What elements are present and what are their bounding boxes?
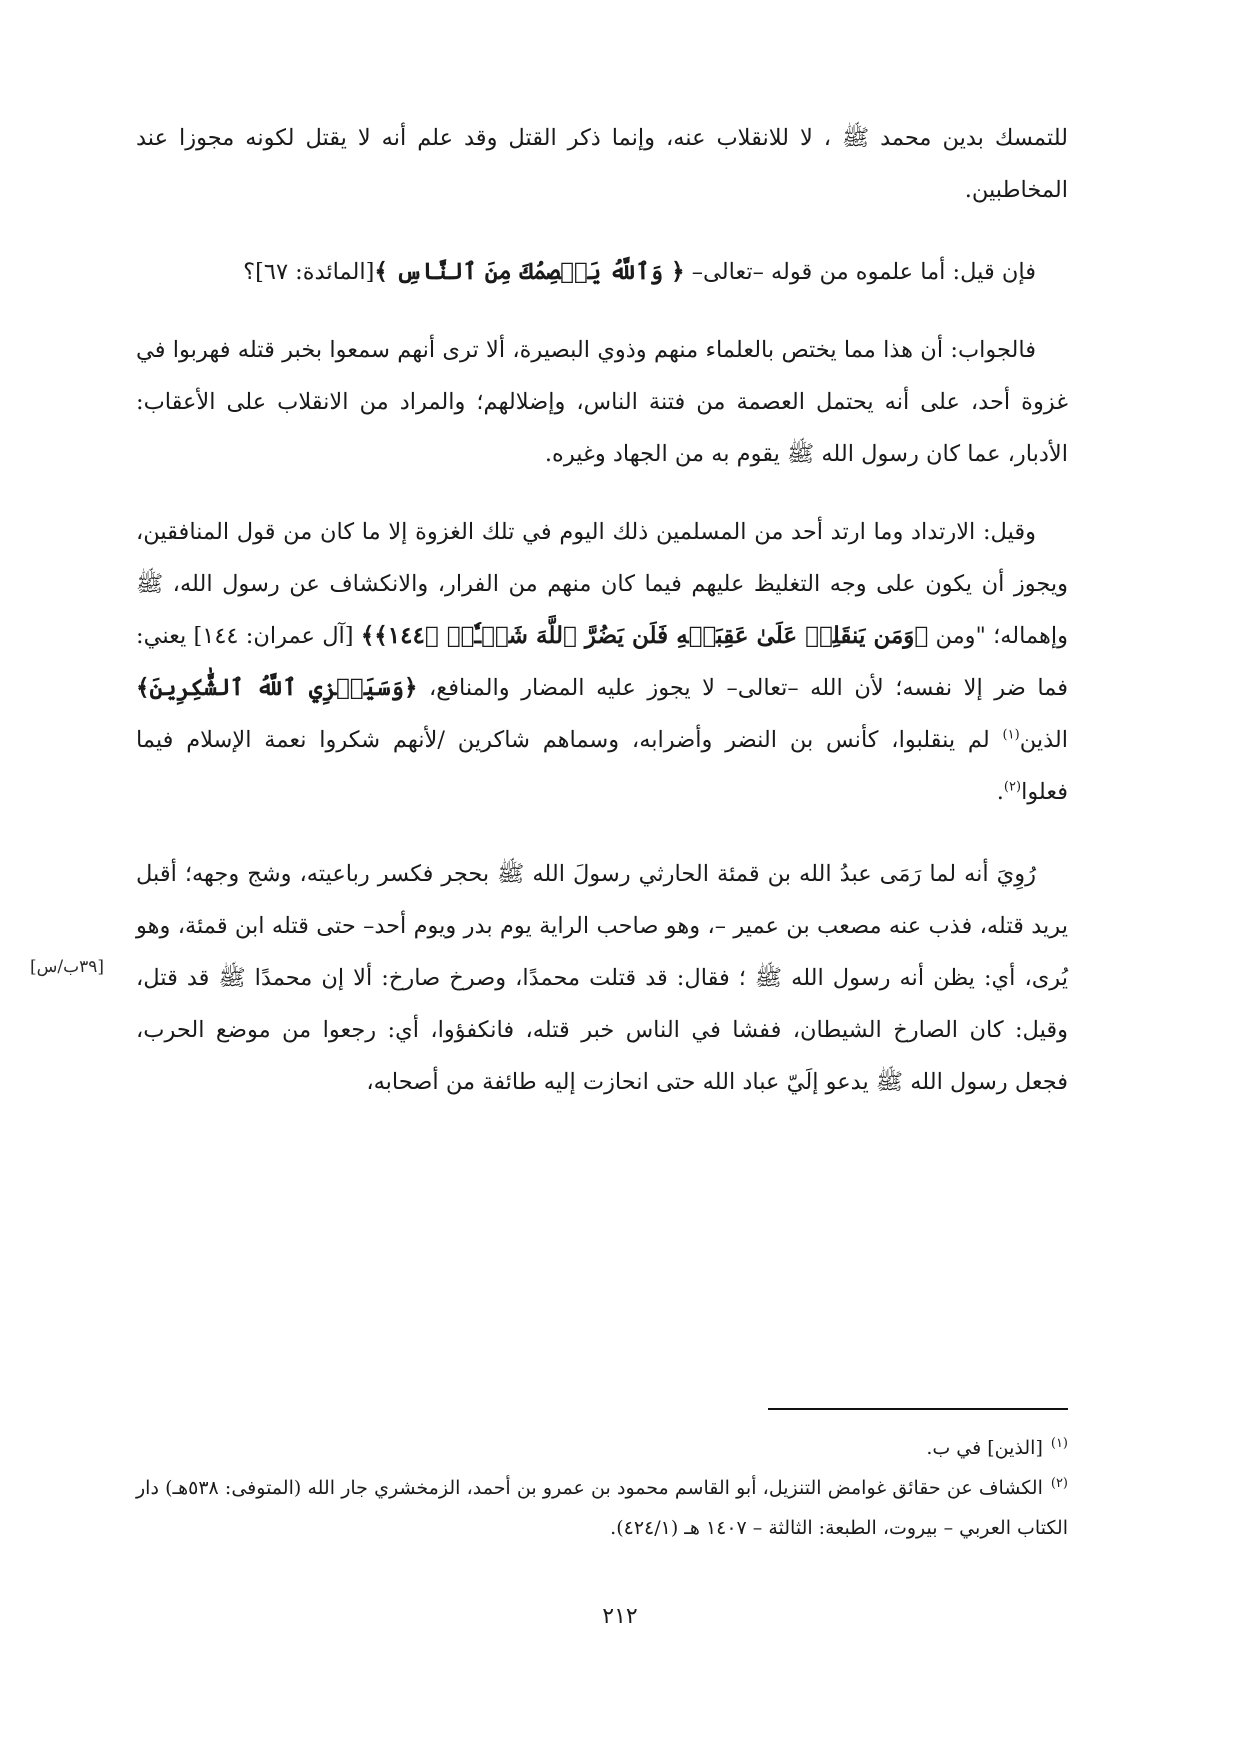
paragraph-4 <box>136 506 1068 818</box>
paragraph-4-text-e: . <box>996 779 1004 805</box>
paragraph-2 <box>136 246 1068 298</box>
quran-verse-maidah-67: ﴿ وَٱللَّهُ يَعۡصِمُكَ مِنَ ٱلنَّاسِ ﴾ <box>374 258 685 285</box>
manuscript-folio-note: [٣٩ب/س] <box>30 957 105 977</box>
footnotes <box>136 1428 1068 1548</box>
footnote-2 <box>136 1468 1068 1548</box>
page-body <box>136 112 1068 1108</box>
footnote-1 <box>136 1428 1068 1468</box>
quran-verse-imran-144: ﴿وَمَن يَنقَلِبۡ عَلَىٰ عَقِبَيۡهِ فَلَن يَضُرَّ ٱللَّهَ شَيۡـٔٗاۗ ﴿١٤٤﴾﴾ <box>360 622 929 649</box>
paragraph-3: فالجواب: أن هذا مما يختص بالعلماء منهم وذوي البصيرة، ألا ترى أنهم سمعوا بخبر قتله فهربوا في غزوة أحد، على أنه يحتمل العصمة من فتنة الناس، وإضلالهم؛ والمراد من الانقلاب على الأعقاب: الأدبار، عما كان رسول الله ﷺ يقوم به من الجهاد وغيره. <box>136 337 1068 467</box>
paragraph-4-text-d: لم ينقلبوا، كأنس بن النضر وأضرابه، وسماهم شاكرين /لأنهم شكروا نعمة الإسلام فيما فعلوا <box>136 727 1068 805</box>
verse-reference: [المائدة: ٦٧]؟ <box>243 259 375 285</box>
paragraph-5: رُوِيَ أنه لما رَمَى عبدُ الله بن قمئة الحارثي رسولَ الله ﷺ بحجر فكسر رباعيته، وشج وجهه؛ أقبل يريد قتله، فذب عنه مصعب بن عمير –، وهو صاحب الراية يوم بدر ويوم أحد– حتى قتله ابن قمئة، وهو يُرى، أي: يظن أنه رسول الله ﷺ ؛ فقال: قد قتلت محمدًا، وصرخ صارخ: ألا إن محمدًا ﷺ قد قتل، وقيل: كان الصارخ الشيطان، ففشا في الناس خبر قتله، فانكفؤوا، أي: رجعوا من موضع الحرب، فجعل رسول الله ﷺ يدعو إلَيّ عباد الله حتى انحازت إليه طائفة من أصحابه، <box>136 861 1068 1095</box>
paragraph-2-text: فإن قيل: أما علموه من قوله –تعالى– <box>684 259 1036 285</box>
footnote-ref-1: (١) <box>1002 727 1020 743</box>
page-number: ٢١٢ <box>602 1604 638 1629</box>
paragraph-4-text-b: [آل عمران: ١٤٤] يعني: فما ضر إلا نفسه؛ لأن الله –تعالى– لا يجوز عليه المضار والمنافع، <box>136 623 1068 701</box>
footnote-2-number: (٢) <box>1050 1475 1068 1491</box>
paragraph-4-text-c: الذين <box>1019 727 1068 753</box>
footnote-1-number: (١) <box>1050 1435 1068 1451</box>
footnote-ref-2: (٢) <box>1003 779 1022 795</box>
paragraph-4-text-a: وقيل: الارتداد وما ارتد أحد من المسلمين ذلك اليوم في تلك الغزوة إلا ما كان من قول المنافقين، ويجوز أن يكون على وجه التغليظ عليهم فيما كان منهم من الفرار، والانكشاف عن رسول الله، ﷺ وإهماله؛ "ومن <box>136 519 1068 649</box>
footnote-1-text: [الذين] في ب. <box>926 1437 1043 1459</box>
footnote-divider <box>768 1408 1068 1410</box>
footnote-2-text: الكشاف عن حقائق غوامض التنزيل، أبو القاسم محمود بن عمرو بن أحمد، الزمخشري جار الله (المتوفى: ٥٣٨هـ) دار الكتاب العربي – بيروت، الطبعة: الثالثة – ١٤٠٧ هـ (٤٢٤/١). <box>136 1477 1068 1539</box>
quran-verse-shakireen: ﴿وَسَيَجۡزِي ٱللَّهُ ٱلشَّٰكِرِينَ﴾ <box>136 674 418 701</box>
paragraph-1: للتمسك بدين محمد ﷺ ، لا للانقلاب عنه، وإنما ذكر القتل وقد علم أنه لا يقتل لكونه مجوزا عند المخاطبين. <box>136 125 1068 203</box>
